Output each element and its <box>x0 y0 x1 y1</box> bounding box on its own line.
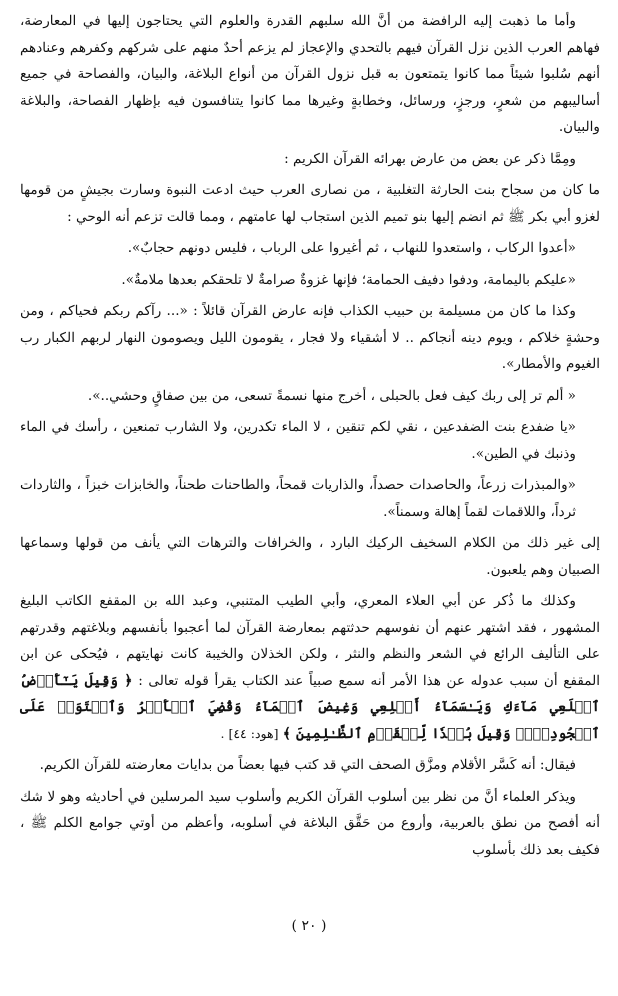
quote-musaylima-3: «والمبذرات زرعاً، والحاصدات حصداً، والذاريات قمحاً، والطاحنات طحناً، والخابزات خبزاً ، والثاردات ثرداً، واللاقمات لقماً إهالة وسمناً». <box>20 477 576 520</box>
quote-sajah-1: «أعدوا الركاب ، واستعدوا للنهاب ، ثم أغيروا على الرباب ، فليس دونهم حجابٌ». <box>127 240 576 256</box>
verse-reference: [هود: ٤٤] . <box>220 725 279 741</box>
page-number: ( ٢٠ ) <box>291 918 327 934</box>
paragraph-ibn-muqaffa-text: وكذلك ما ذُكر عن أبي العلاء المعري، وأبي الطيب المتنبي، وعبد الله بن المقفع الكاتب البليغ المشهور ، فقد اشتهر عنهم أن نفوسهم حدثتهم بمعارضة القرآن لما أعجبوا بأنفسهم وبلاغتهم وقدرتهم على التأليف الرائع في الشعر والنظم والنثر ، ولكن الخذلان والخيبة كانت نهايتهم ، فيُحكى عن ابن المقفع أن سبب عدوله عن هذا الأمر أنه سمع صبياً عند الكتاب يقرأ قوله تعالى : <box>20 593 600 689</box>
paragraph-intro-imitators: ومِمَّا ذكر عن بعض من عارض بهرائه القرآن الكريم : <box>284 150 576 167</box>
paragraph-sajah: ما كان من سجاح بنت الحارثة التغلبية ، من نصارى العرب حيث ادعت النبوة وسارت بجيشٍ من قومها لغزو أبي بكر ﷺ ثم انضم إليها بنو تميم الذين استجاب لها عامتهم ، ومما قالت تزعم أنه الوحي : <box>20 182 600 225</box>
quote-sajah-2: «عليكم باليمامة، ودفوا دفيف الحمامة؛ فإنها غزوةٌ صرامةٌ لا تلحقكم بعدها ملامةٌ». <box>121 271 576 288</box>
paragraph-broke-pens: فيقال: أنه كَسَّر الأقلام ومزَّق الصحف التي قد كتب فيها بعضاً من بدايات معارضته للقرآن الكريم. <box>39 757 576 773</box>
quote-musaylima-2: «يا ضفدع بنت الضفدعين ، نقي لكم تنقين ، لا الماء تكدرين، ولا الشارب تمنعين ، رأسك في الماء وذنبك في الطين». <box>20 419 576 462</box>
quran-verse: ﴿ وَقِيلَ يَـٰٓأَرۡضُ ٱبۡلَعِي مَآءَكِ وَيَـٰسَمَآءُ أَقۡلِعِي وَغِيضَ ٱلۡمَآءُ وَقُضِيَ ٱلۡأَمۡرُ وَٱسۡتَوَتۡ عَلَى ٱلۡجُودِيِّۖ وَقِيلَ بُعۡدٗا لِّلۡقَوۡمِ ٱلظَّـٰلِمِينَ ﴾ <box>20 672 600 742</box>
paragraph-ibn-muqaffa <box>20 588 600 747</box>
paragraph-nonsense: إلى غير ذلك من الكلام السخيف الركيك البارد ، والخرافات والترهات التي يأنف من قولها وسماعها الصبيان وهم يلعبون. <box>20 535 600 578</box>
paragraph-musaylima: وكذا ما كان من مسيلمة بن حبيب الكذاب فإنه عارض القرآن قائلاً : «... رآكم ربكم فحياكم ، ومن وحشةٍ خلاكم ، ويوم دينه أنجاكم .. لا أشقياء ولا فجار ، يقومون الليل ويصومون النهار لربهم الكبار رب الغيوم والأمطار». <box>20 303 600 372</box>
paragraph-rafida: وأما ما ذهبت إليه الرافضة من أنَّ الله سلبهم القدرة والعلوم التي يحتاجون إليها في المعارضة، فهاهم العرب الذين نزل القرآن فيهم بالتحدي والإعجاز لم يزعم أحدٌ منهم على شركهم وكفرهم وعنادهم أنهم سُلبوا شيئاً مما كانوا يتمتعون به قبل نزول القرآن من أنواع البلاغة، والبيان، والفصاحة في جميع أساليبهم من شعرٍ، ورجزٍ، ورسائل، وخطابةٍ وغيرها مما كانوا يتنافسون فيه بإظهار الفصاحة، والبلاغة والبيان. <box>20 13 600 135</box>
quote-musaylima-1: « ألم تر إلى ربك كيف فعل بالحبلى ، أخرج منها نسمةً تسعى، من بين صفاقٍ وحشي..». <box>87 387 576 404</box>
paragraph-scholars: ويذكر العلماء أنَّ من نظر بين أسلوب القرآن الكريم وأسلوب سيد المرسلين في أحاديثه وهو لا شك أنه أفصح من نطق بالعربية، وأروع من حَقَّق البلاغة في أسلوبه، وأعظم من أوتي جوامع الكلم ﷺ ، فكيف بعد ذلك بأسلوب <box>20 788 600 858</box>
